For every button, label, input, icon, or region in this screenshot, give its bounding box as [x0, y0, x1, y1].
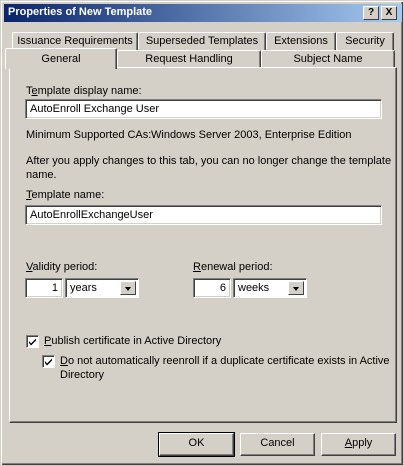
change-note-line1: After you apply changes to this tab, you can no longer change the template	[26, 155, 392, 167]
chevron-down-icon[interactable]	[120, 281, 136, 295]
cancel-button[interactable]: Cancel	[240, 433, 315, 456]
tab-subject-name[interactable]: Subject Name	[261, 50, 395, 68]
display-name-label: Template display name:	[26, 85, 142, 97]
title-bar	[4, 4, 402, 22]
help-button[interactable]: ?	[363, 6, 379, 20]
publish-label[interactable]: Publish certificate in Active Directory	[44, 335, 222, 347]
ok-button[interactable]: OK	[159, 433, 234, 456]
min-cas-value: Windows Server 2003, Enterprise Edition	[151, 129, 352, 141]
template-name-label: Template name:	[26, 189, 105, 201]
no-reenroll-checkbox[interactable]	[42, 355, 55, 368]
tab-general[interactable]: General	[5, 48, 117, 69]
no-reenroll-label-line2[interactable]: Directory	[60, 369, 105, 381]
no-reenroll-label-line1[interactable]: Do not automatically reenroll if a duplicate certificate exists in Active	[60, 355, 390, 367]
tab-extensions[interactable]: Extensions	[266, 32, 336, 50]
tab-request-handling[interactable]: Request Handling	[117, 50, 261, 68]
close-button[interactable]: X	[381, 6, 397, 20]
chevron-down-icon[interactable]	[288, 281, 304, 295]
display-name-field[interactable]: AutoEnroll Exchange User	[25, 99, 382, 119]
validity-unit-value: years	[70, 282, 97, 294]
tab-superseded-templates[interactable]: Superseded Templates	[138, 32, 266, 50]
apply-button[interactable]: Apply	[321, 433, 396, 456]
checkmark-icon	[44, 357, 53, 366]
general-tab-panel	[9, 67, 397, 423]
window-title: Properties of New Template	[8, 6, 153, 18]
change-note-line2: name.	[26, 169, 57, 181]
validity-period-number[interactable]: 1	[25, 278, 63, 298]
renewal-unit-value: weeks	[238, 282, 270, 294]
renewal-period-label: Renewal period:	[193, 261, 273, 273]
renewal-period-unit-select[interactable]	[233, 278, 307, 298]
checkmark-icon	[28, 337, 37, 346]
tab-issuance-requirements[interactable]: Issuance Requirements	[12, 32, 138, 50]
min-cas-label: Minimum Supported CAs:	[26, 129, 152, 141]
template-name-field[interactable]: AutoEnrollExchangeUser	[25, 205, 382, 225]
publish-checkbox[interactable]	[26, 335, 39, 348]
validity-period-label: Validity period:	[26, 261, 98, 273]
tab-security[interactable]: Security	[336, 32, 394, 50]
renewal-period-number[interactable]: 6	[193, 278, 231, 298]
validity-period-unit-select[interactable]	[65, 278, 139, 298]
